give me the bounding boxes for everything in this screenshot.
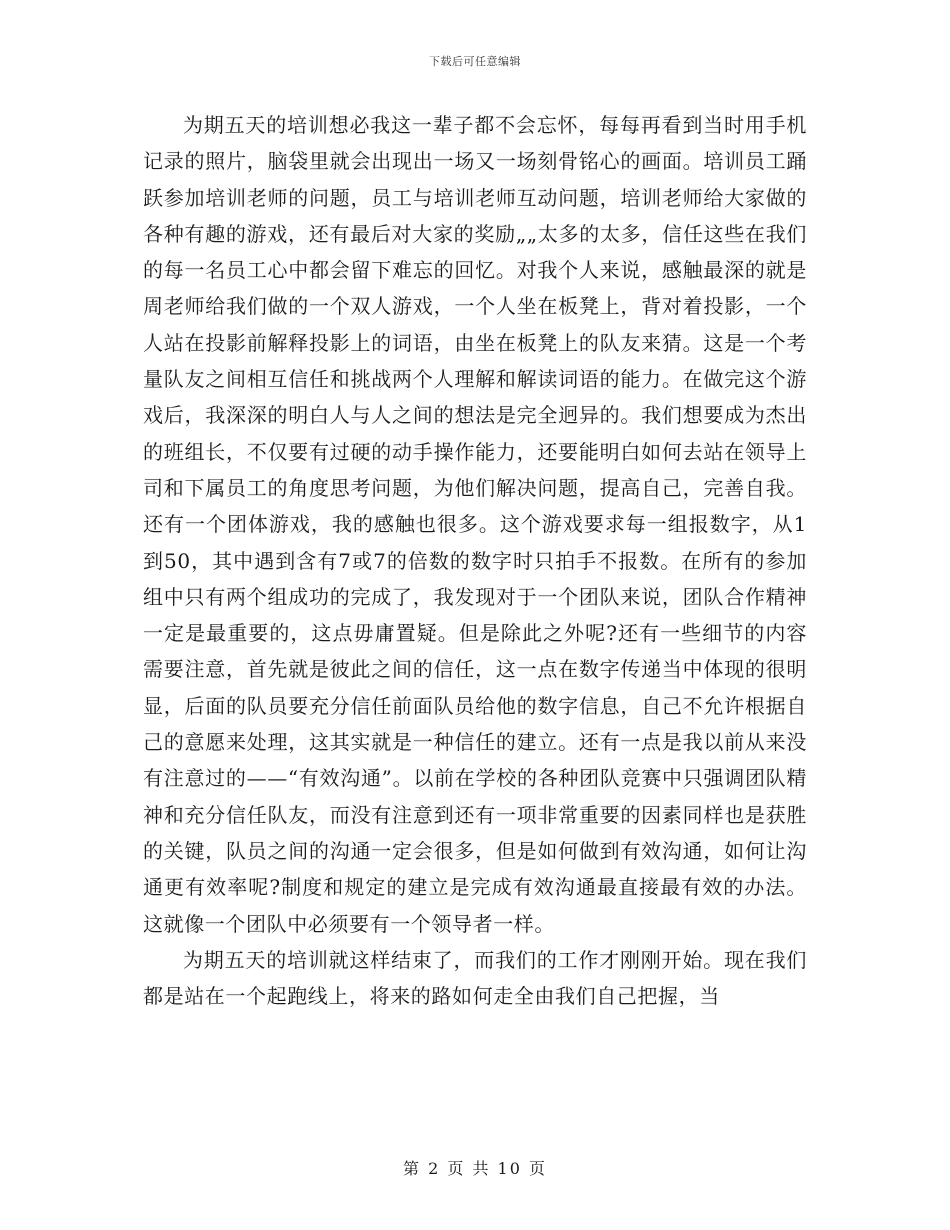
paragraph-1: 为期五天的培训想必我这一辈子都不会忘怀，每每再看到当时用手机记录的照片，脑袋里就会出现出一场又一场刻骨铭心的画面。培训员工踊跃参加培训老师的问题，员工与培训老师互动问题，培训老师给大家做的各种有趣的游戏，还有最后对大家的奖励„„太多的太多，信任这些在我们的每一名员工心中都会留下难忘的回忆。对我个人来说，感触最深的就是周老师给我们做的一个双人游戏，一个人坐在板凳上，背对着投影，一个人站在投影前解释投影上的词语，由坐在板凳上的队友来猜。这是一个考量队友之间相互信任和挑战两个人理解和解读词语的能力。在做完这个游戏后，我深深的明白人与人之间的想法是完全迥异的。我们想要成为杰出的班组长，不仅要有过硬的动手操作能力，还要能明白如何去站在领导上司和下属员工的角度思考问题，为他们解决问题，提高自己，完善自我。还有一个团体游戏，我的感触也很多。这个游戏要求每一组报数字，从1到50，其中遇到含有7或7的倍数的数字时只拍手不报数。在所有的参加组中只有两个组成功的完成了，我发现对于一个团队来说，团队合作精神一定是最重要的，这点毋庸置疑。但是除此之外呢?还有一些细节的内容需要注意，首先就是彼此之间的信任，这一点在数字传递当中体现的很明显，后面的队员要充分信任前面队员给他的数字信息，自己不允许根据自己的意愿来处理，这其实就是一种信任的建立。还有一点是我以前从来没有注意过的——“有效沟通”。以前在学校的各种团队竞赛中只强调团队精神和充分信任队友，而没有注意到还有一项非常重要的因素同样也是获胜的关键，队员之间的沟通一定会很多，但是如何做到有效沟通，如何让沟通更有效率呢?制度和规定的建立是完成有效沟通最直接最有效的办法。这就像一个团队中必须要有一个领导者一样。 [143,113,807,936]
page-header: 下载后可任意编辑 [429,55,521,68]
paragraph-2: 为期五天的培训就这样结束了，而我们的工作才刚刚开始。现在我们都是站在一个起跑线上，将来的路如何走全由我们自己把握，当 [143,947,807,1009]
page-number-footer: 第 2 页 共 10 页 [403,1159,547,1178]
document-body [143,107,807,1014]
